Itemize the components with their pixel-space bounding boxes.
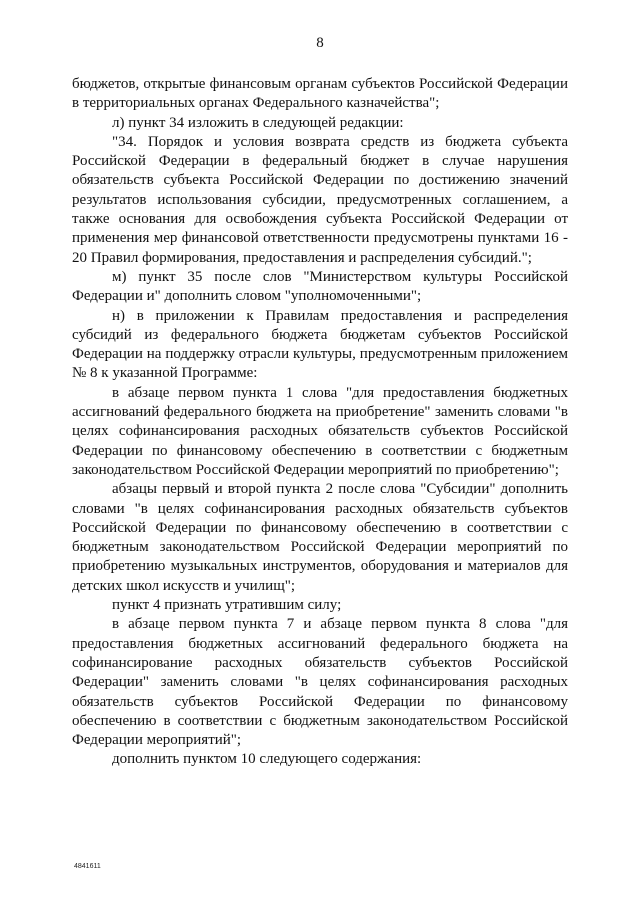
paragraph-item-l: л) пункт 34 изложить в следующей редакции: [112, 114, 404, 131]
page-number: 8 [316, 35, 324, 51]
document-code: 4841611 [74, 863, 101, 870]
paragraph-point-1-amendment: в абзаце первом пункта 1 слова "для предоставления бюджетных ассигнований федерального бюджета на приобретение" заменить словами "в целях софинансирования расходных обязательств субъектов Российской Федерации по финансовому обеспечению в соответствии с бюджетным законодательством Российской Федерации мероприятий по приобретению"; [72, 384, 568, 478]
paragraph-point-34-text: "34. Порядок и условия возврата средств из бюджета субъекта Российской Федерации в федеральный бюджет в случае нарушения обязательств субъекта Российской Федерации по достижению значений результатов использования субсидии, предусмотренных соглашением, а также основания для освобождения субъекта Российской Федерации от применения мер финансовой ответственности предусмотрены пунктами 16 - 20 Правил формирования, предоставления и распределения субсидий."; [72, 133, 568, 266]
paragraph-point-2-amendment: абзацы первый и второй пункта 2 после слова "Субсидии" дополнить словами "в целях софинансирования расходных обязательств субъектов Российской Федерации по финансовому обеспечению в соответствии с бюджетным законодательством Российской Федерации мероприятий по приобретению музыкальных инструментов, оборудования и материалов для детских школ искусств и училищ"; [72, 481, 568, 594]
paragraph-item-m: м) пункт 35 после слов "Министерством культуры Российской Федерации и" дополнить словом "уполномоченными"; [72, 268, 568, 305]
document-body [72, 75, 568, 770]
paragraph-item-n: н) в приложении к Правилам предоставления и распределения субсидий из федерального бюджета бюджетам субъектов Российской Федерации на поддержку отрасли культуры, предусмотренным приложением № 8 к указанной Программе: [72, 307, 568, 382]
paragraph-point-4-repeal: пункт 4 признать утратившим силу; [112, 597, 342, 614]
paragraph-continuation: бюджетов, открытые финансовым органам субъектов Российской Федерации в территориальных органах Федерального казначейства"; [72, 76, 568, 112]
paragraph-points-7-8-amendment: в абзаце первом пункта 7 и абзаце первом пункта 8 слова "для предоставления бюджетных ассигнований федерального бюджета на софинансирование расходных обязательств субъектов Российской Федерации" заменить словами "в целях софинансирования расходных обязательств субъектов Российской Федерации по финансовому обеспечению в соответствии с бюджетным законодательством Российской Федерации мероприятий"; [72, 616, 568, 749]
paragraph-add-point-10: дополнить пунктом 10 следующего содержания: [112, 751, 422, 768]
